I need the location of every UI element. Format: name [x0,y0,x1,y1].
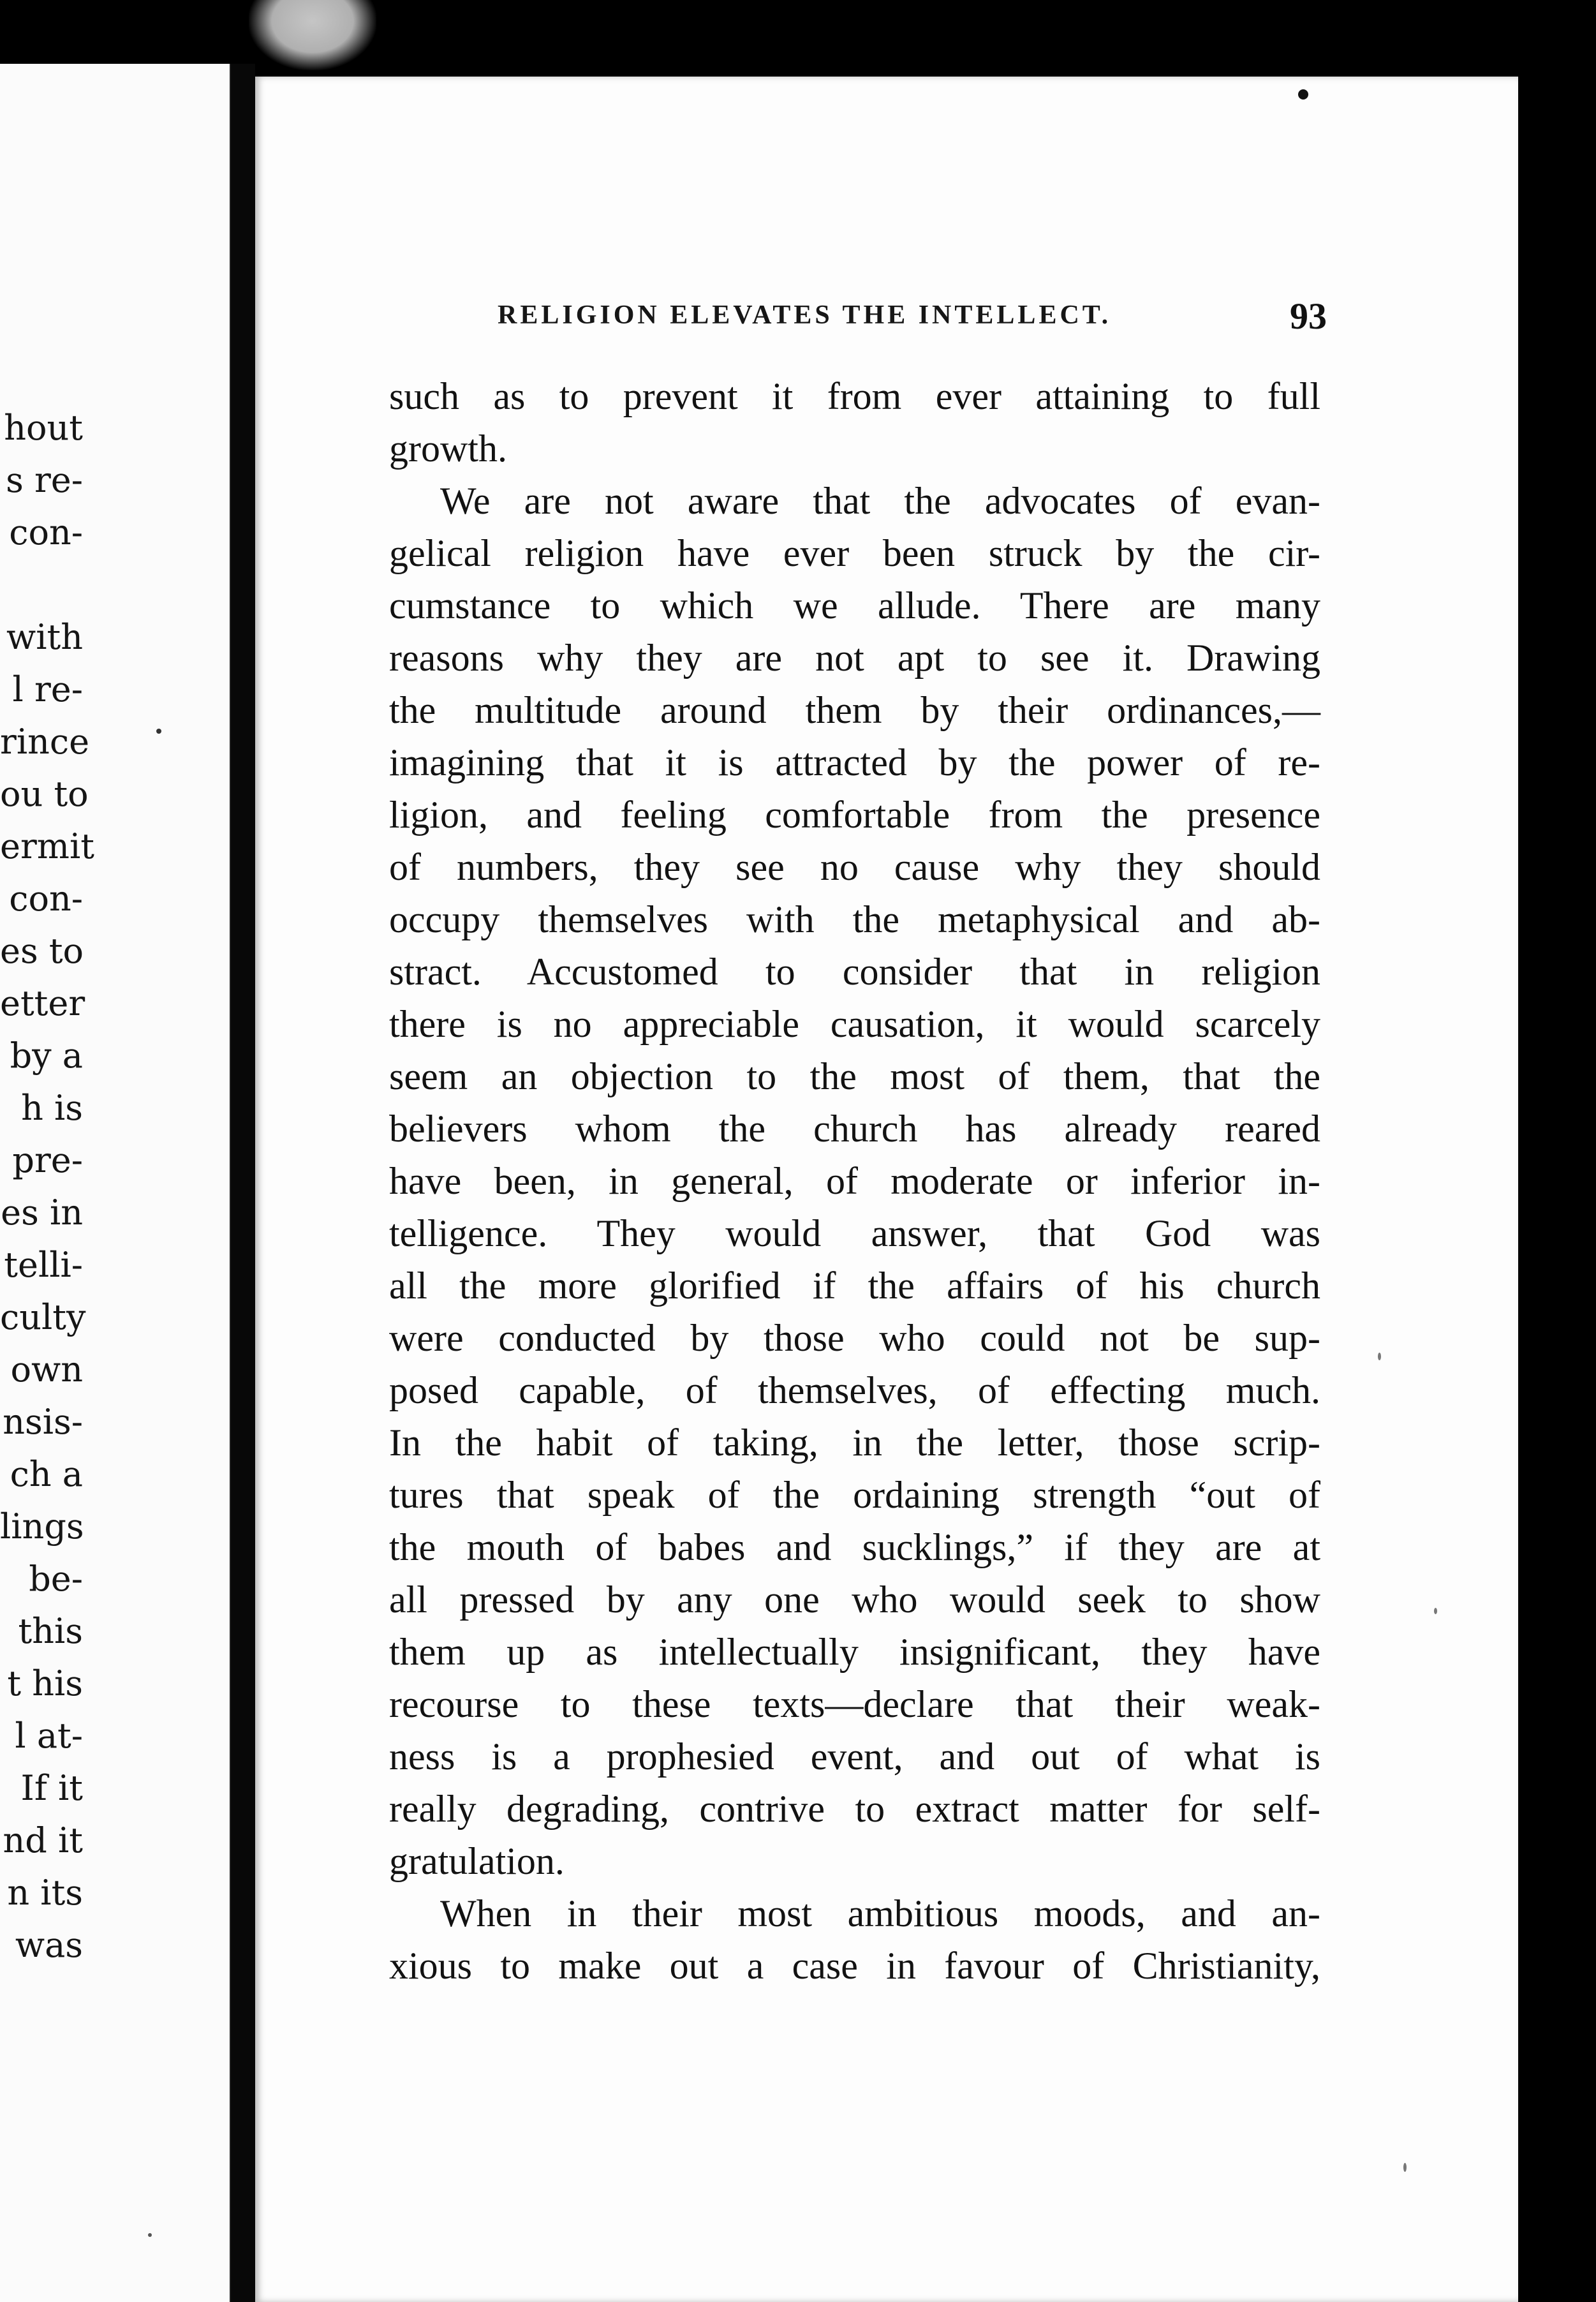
text-line: gelical religion have ever been struck by the cir- [389,532,1320,574]
left-page-line: h is [21,1088,83,1128]
left-page-line: lings [0,1506,84,1547]
text-line: there is no appreciable causation, it would scarcely [389,1003,1320,1045]
left-page-line: t his [7,1663,83,1704]
text-line: xious to make out a case in favour of Christianity, [389,1945,1320,1987]
ink-dot-mark [1298,89,1308,100]
left-page-line: with [6,617,83,657]
text-line: such as to prevent it from ever attaining to full [389,375,1320,417]
left-page-line: con- [9,879,83,919]
text-line: seem an objection to the most of them, that the [389,1055,1320,1097]
text-line: believers whom the church has already reared [389,1108,1320,1150]
text-line: stract. Accustomed to consider that in religion [389,951,1320,993]
left-page-line: l at- [15,1716,83,1756]
left-page-line: nsis- [3,1402,83,1442]
text-line: have been, in general, of moderate or inferior in- [389,1160,1320,1202]
text-line: were conducted by those who could not be sup- [389,1317,1320,1359]
text-line: reasons why they are not apt to see it. Drawing [389,637,1320,679]
text-line: growth. [389,427,507,470]
torn-paper-fragment [249,0,376,70]
paper-speck [156,729,161,734]
text-line: all the more glorified if the affairs of his church [389,1265,1320,1307]
text-line: telligence. They would answer, that God was [389,1212,1320,1254]
text-line: We are not aware that the advocates of evan- [440,480,1320,522]
left-page-line: s re- [6,460,83,500]
left-page-line: hout [4,408,83,448]
running-title: RELIGION ELEVATES THE INTELLECT. [498,301,1112,330]
body-text [389,370,1320,1992]
text-line: really degrading, contrive to extract matter for self- [389,1788,1320,1830]
left-page-line: If it [20,1768,83,1808]
page-number: 93 [1290,295,1327,337]
left-page-line: ermit [0,826,94,866]
scan-background-edge [1518,64,1596,2302]
text-line: imagining that it is attracted by the power of re- [389,741,1320,783]
left-page-line: this [18,1611,83,1651]
left-page-line: es in [1,1192,83,1233]
text-line: tures that speak of the ordaining strength “out of [389,1474,1320,1516]
left-page-line: etter [0,983,85,1023]
paper-speck [1434,1608,1437,1614]
left-page-line: con- [9,512,83,553]
paper-speck [148,2233,152,2237]
left-page-line: own [10,1349,83,1390]
text-line: of numbers, they see no cause why they should [389,846,1320,888]
left-page-text-fragments [0,402,94,1972]
text-line: ness is a prophesied event, and out of what is [389,1735,1320,1778]
left-page-line: es to [0,931,84,971]
text-line: In the habit of taking, in the letter, those scrip- [389,1422,1320,1464]
left-page-line: nd it [3,1820,83,1860]
text-line: occupy themselves with the metaphysical and ab- [389,898,1320,940]
text-line: gratulation. [389,1840,565,1882]
text-line: ligion, and feeling comfortable from the presence [389,794,1320,836]
left-page-line: telli- [4,1245,83,1285]
text-line: all pressed by any one who would seek to show [389,1578,1320,1621]
paper-speck [1378,1353,1381,1360]
book-gutter [231,64,255,2302]
left-page-line: be- [29,1559,83,1599]
text-line: posed capable, of themselves, of effecting much. [389,1369,1320,1411]
text-line: cumstance to which we allude. There are many [389,584,1320,627]
text-line: them up as intellectually insignificant, they have [389,1631,1320,1673]
running-head [498,295,1327,346]
text-line: When in their most ambitious moods, and an- [440,1892,1320,1934]
left-page-line: l re- [12,669,83,709]
text-line: the mouth of babes and sucklings,” if they are at [389,1526,1320,1568]
left-page-line: ch a [10,1454,83,1494]
left-page-line: ou to [0,774,89,814]
text-line: recourse to these texts—declare that their weak- [389,1683,1320,1725]
left-page-line [0,559,83,611]
left-page-line: n its [7,1873,83,1913]
left-page-line: culty [0,1297,86,1337]
text-line: the multitude around them by their ordinances,— [389,689,1320,731]
paper-speck [1403,2163,1407,2172]
left-page-line: pre- [12,1140,83,1180]
left-page-line: was [15,1925,83,1965]
left-facing-page [0,64,232,2302]
left-page-line: by a [10,1036,83,1076]
left-page-line: rince [0,722,90,762]
